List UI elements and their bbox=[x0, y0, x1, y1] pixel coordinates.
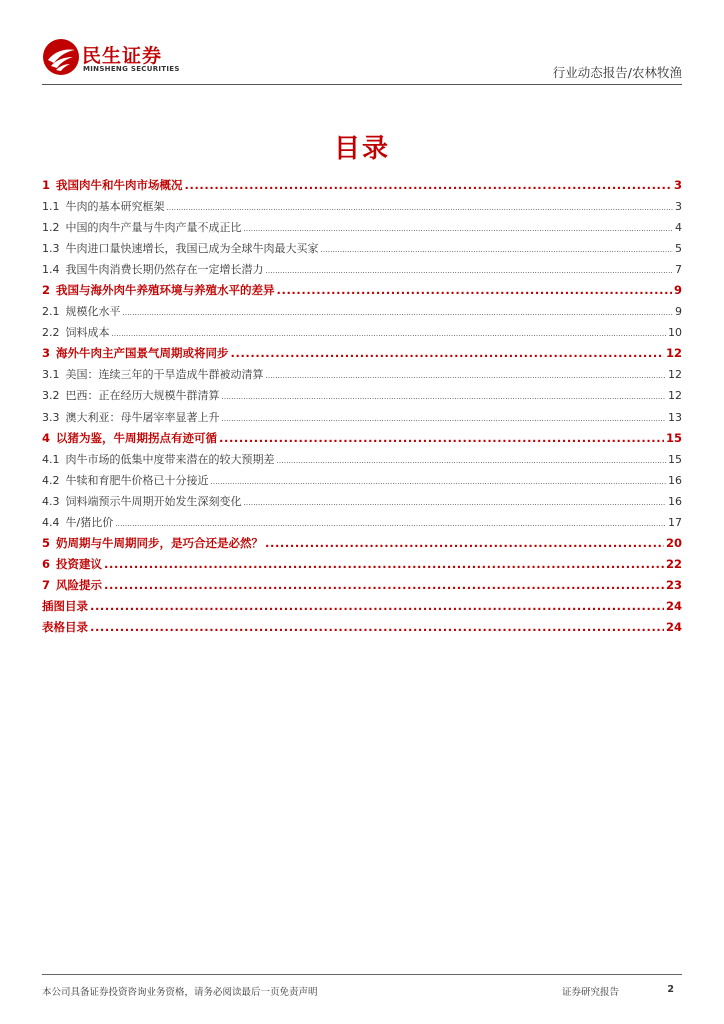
toc-entry-label: 投资建议 bbox=[56, 556, 103, 571]
toc-entry-page: 7 bbox=[675, 263, 682, 277]
toc-entry-number: 3 bbox=[42, 346, 51, 361]
toc-entry-label: 我国与海外肉牛养殖环境与养殖水平的差异 bbox=[56, 283, 275, 298]
toc-entry-number: 2.1 bbox=[42, 305, 60, 319]
toc-entry-number: 1.3 bbox=[42, 242, 60, 256]
toc-entry-label: 澳大利亚：母牛屠宰率显著上升 bbox=[65, 410, 220, 424]
toc-entry-number: 3.3 bbox=[42, 410, 60, 424]
toc-entry-label: 表格目录 bbox=[42, 619, 88, 634]
toc-entry-label: 牛肉的基本研究框架 bbox=[65, 200, 165, 214]
minsheng-logo bbox=[42, 38, 222, 78]
toc-dot-leader bbox=[231, 343, 664, 364]
toc-entry-chapter[interactable] bbox=[42, 428, 682, 449]
toc-entry-number: 7 bbox=[42, 577, 51, 592]
toc-entry-number: 1.4 bbox=[42, 263, 60, 277]
toc-entry-chapter[interactable] bbox=[42, 575, 682, 596]
toc-dot-leader bbox=[277, 449, 667, 472]
toc-entry-section[interactable] bbox=[42, 491, 682, 512]
toc-entry-label: 我国牛肉消费长期仍然存在一定增长潜力 bbox=[65, 263, 264, 277]
toc-entry-number: 2 bbox=[42, 283, 51, 298]
toc-entry-section[interactable] bbox=[42, 449, 682, 470]
toc-dot-leader bbox=[222, 385, 667, 408]
toc-entry-page: 9 bbox=[675, 305, 682, 319]
toc-entry-page: 4 bbox=[675, 221, 682, 235]
toc-entry-number: 4.3 bbox=[42, 494, 60, 508]
toc-entry-section[interactable] bbox=[42, 259, 682, 280]
toc-dot-leader bbox=[277, 280, 672, 301]
toc-entry-page: 13 bbox=[668, 410, 682, 424]
toc-entry-page: 12 bbox=[665, 346, 682, 361]
toc-entry-label: 奶周期与牛周期同步，是巧合还是必然？ bbox=[56, 535, 264, 550]
toc-entry-page: 5 bbox=[675, 242, 682, 256]
toc-entry-chapter[interactable] bbox=[42, 343, 682, 364]
toc-entry-page: 12 bbox=[668, 389, 682, 403]
toc-entry-number: 4.1 bbox=[42, 452, 60, 466]
toc-entry-label: 海外牛肉主产国景气周期或将同步 bbox=[56, 346, 229, 361]
toc-entry-number: 5 bbox=[42, 535, 51, 550]
toc-entry-page: 20 bbox=[665, 535, 682, 550]
logo-chinese-name: 民生证券 bbox=[82, 45, 163, 67]
toc-dot-leader bbox=[123, 301, 674, 324]
toc-dot-leader bbox=[112, 322, 667, 345]
toc-entry-label: 风险提示 bbox=[56, 577, 103, 592]
toc-dot-leader bbox=[115, 512, 666, 535]
toc-entry-label: 饲料端预示牛周期开始发生深刻变化 bbox=[65, 494, 242, 508]
toc-entry-section[interactable] bbox=[42, 407, 682, 428]
toc-entry-page: 3 bbox=[673, 178, 682, 192]
toc-entry-label: 牛/猪比价 bbox=[65, 515, 114, 529]
toc-entry-page: 24 bbox=[665, 619, 682, 634]
toc-dot-leader bbox=[185, 175, 672, 196]
toc-entry-number: 2.2 bbox=[42, 326, 60, 340]
toc-entry-chapter[interactable] bbox=[42, 617, 682, 638]
toc-entry-section[interactable] bbox=[42, 512, 682, 533]
toc-entry-number: 1.2 bbox=[42, 221, 60, 235]
toc-title: 目录 bbox=[333, 134, 390, 164]
toc-entry-section[interactable] bbox=[42, 238, 682, 259]
toc-entry-page: 12 bbox=[668, 368, 682, 382]
header-divider bbox=[42, 84, 682, 85]
toc-entry-chapter[interactable] bbox=[42, 175, 682, 196]
toc-entry-number: 6 bbox=[42, 556, 51, 571]
toc-entry-label: 饲料成本 bbox=[65, 326, 110, 340]
toc-entry-page: 3 bbox=[675, 200, 682, 214]
toc-entry-section[interactable] bbox=[42, 196, 682, 217]
logo-english-name: MINSHENG SECURITIES bbox=[83, 65, 180, 73]
toc-entry-label: 插图目录 bbox=[42, 598, 88, 613]
toc-entry-chapter[interactable] bbox=[42, 596, 682, 617]
toc-entry-label: 规模化水平 bbox=[65, 305, 121, 319]
footer-page-number: 2 bbox=[667, 984, 674, 995]
toc-entry-label: 我国肉牛和牛肉市场概况 bbox=[56, 178, 183, 192]
toc-dot-leader bbox=[104, 554, 664, 575]
toc-entry-label: 巴西：正在经历大规模牛群清算 bbox=[65, 389, 220, 403]
toc-dot-leader bbox=[211, 470, 667, 493]
toc-entry-section[interactable] bbox=[42, 364, 682, 385]
table-of-contents bbox=[42, 175, 682, 638]
logo-mark-icon bbox=[42, 38, 80, 76]
toc-entry-chapter[interactable] bbox=[42, 280, 682, 301]
toc-entry-number: 3.1 bbox=[42, 368, 60, 382]
toc-entry-section[interactable] bbox=[42, 470, 682, 491]
toc-entry-chapter[interactable] bbox=[42, 554, 682, 575]
toc-entry-page: 15 bbox=[668, 452, 682, 466]
toc-entry-page: 9 bbox=[673, 283, 682, 298]
footer-disclaimer: 本公司具备证券投资咨询业务资格，请务必阅读最后一页免责声明 bbox=[42, 987, 318, 998]
toc-entry-number: 1 bbox=[42, 178, 51, 192]
toc-dot-leader bbox=[104, 575, 664, 596]
toc-dot-leader bbox=[266, 259, 674, 282]
toc-dot-leader bbox=[244, 217, 674, 240]
toc-entry-page: 23 bbox=[665, 577, 682, 592]
toc-dot-leader bbox=[90, 596, 664, 617]
toc-entry-page: 16 bbox=[668, 473, 682, 487]
toc-dot-leader bbox=[90, 617, 664, 638]
toc-entry-section[interactable] bbox=[42, 385, 682, 406]
toc-entry-label: 肉牛市场的低集中度带来潜在的较大预期差 bbox=[65, 452, 275, 466]
toc-dot-leader bbox=[219, 428, 664, 449]
toc-entry-page: 17 bbox=[668, 515, 682, 529]
toc-entry-number: 3.2 bbox=[42, 389, 60, 403]
toc-dot-leader bbox=[244, 491, 667, 514]
toc-entry-page: 24 bbox=[665, 598, 682, 613]
toc-entry-label: 以猪为鉴，牛周期拐点有迹可循 bbox=[56, 430, 218, 445]
toc-entry-section[interactable] bbox=[42, 217, 682, 238]
toc-dot-leader bbox=[321, 238, 674, 261]
page-header bbox=[42, 38, 682, 88]
toc-entry-chapter[interactable] bbox=[42, 533, 682, 554]
toc-dot-leader bbox=[167, 196, 674, 219]
toc-entry-page: 22 bbox=[665, 556, 682, 571]
toc-entry-page: 16 bbox=[668, 494, 682, 508]
toc-dot-leader bbox=[222, 407, 667, 430]
toc-entry-number: 4.4 bbox=[42, 515, 60, 529]
toc-dot-leader bbox=[266, 364, 667, 387]
footer-divider bbox=[42, 974, 682, 975]
toc-dot-leader bbox=[265, 533, 664, 554]
toc-entry-label: 牛肉进口量快速增长，我国已成为全球牛肉最大买家 bbox=[65, 242, 319, 256]
toc-entry-number: 4 bbox=[42, 430, 51, 445]
toc-entry-number: 1.1 bbox=[42, 200, 60, 214]
toc-entry-label: 牛犊和育肥牛价格已十分接近 bbox=[65, 473, 209, 487]
toc-entry-number: 4.2 bbox=[42, 473, 60, 487]
footer-doc-type: 证券研究报告 bbox=[562, 987, 620, 998]
toc-entry-section[interactable] bbox=[42, 301, 682, 322]
report-category: 行业动态报告/农林牧渔 bbox=[552, 65, 682, 80]
toc-entry-label: 中国的肉牛产量与牛肉产量不成正比 bbox=[65, 221, 242, 235]
toc-entry-page: 15 bbox=[665, 430, 682, 445]
toc-entry-page: 10 bbox=[668, 326, 682, 340]
toc-entry-label: 美国：连续三年的干旱造成牛群被动清算 bbox=[65, 368, 264, 382]
toc-entry-section[interactable] bbox=[42, 322, 682, 343]
